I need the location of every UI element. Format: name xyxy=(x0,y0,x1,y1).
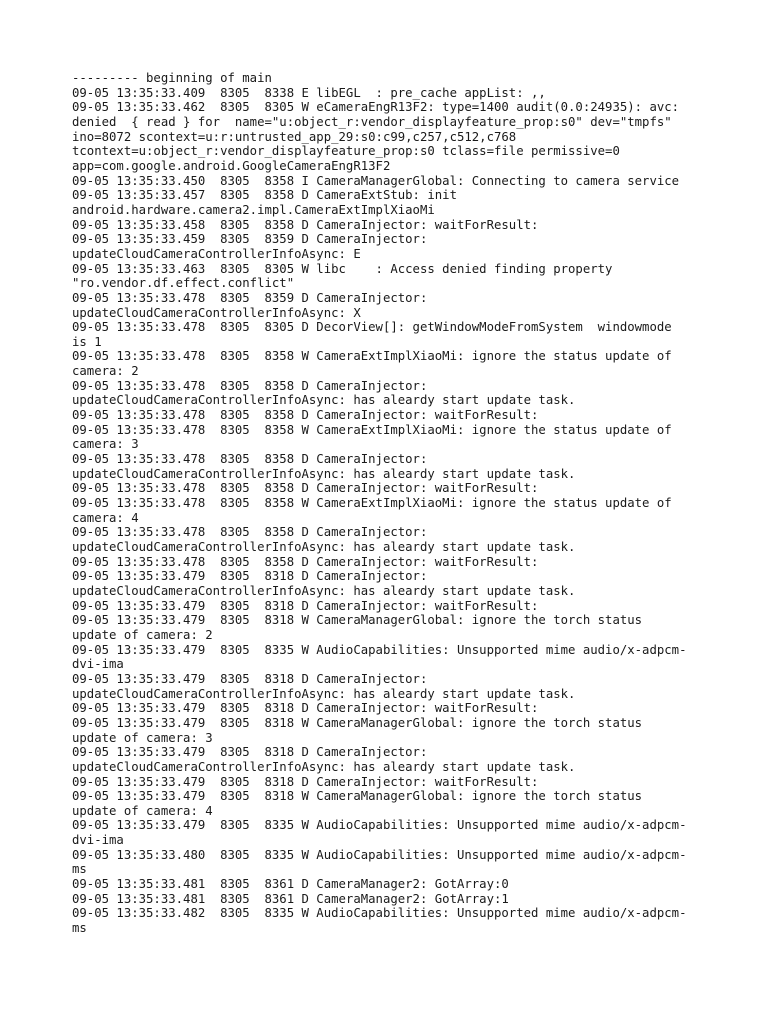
log-line: tcontext=u:object_r:vendor_displayfeature_prop:s0 tclass=file permissive=0 xyxy=(72,144,620,159)
log-line: 09-05 13:35:33.479 8305 8318 W CameraManagerGlobal: ignore the torch status xyxy=(72,613,643,628)
log-line: 09-05 13:35:33.481 8305 8361 D CameraManager2: GotArray:1 xyxy=(72,891,509,906)
log-line: 09-05 13:35:33.458 8305 8358 D CameraInjector: waitForResult: xyxy=(72,217,539,232)
log-line: --------- beginning of main xyxy=(72,71,272,85)
log-line: dvi-ima xyxy=(72,833,124,848)
log-line: 09-05 13:35:33.479 8305 8318 D CameraInjector: xyxy=(72,745,428,760)
log-line: android.hardware.camera2.impl.CameraExtImplXiaoMi xyxy=(72,202,435,217)
log-line: camera: 3 xyxy=(72,437,139,452)
log-line: update of camera: 4 xyxy=(72,803,213,818)
log-line: 09-05 13:35:33.462 8305 8305 W eCameraEngR13F2: type=1400 audit(0.0:24935): avc: xyxy=(72,100,680,115)
log-line: 09-05 13:35:33.478 8305 8359 D CameraInjector: xyxy=(72,290,428,305)
log-line: updateCloudCameraControllerInfoAsync: has aleardy start update task. xyxy=(72,540,576,554)
log-line: 09-05 13:35:33.482 8305 8335 W AudioCapabilities: Unsupported mime audio/x-adpcm- xyxy=(72,906,687,921)
log-line: 09-05 13:35:33.450 8305 8358 I CameraManagerGlobal: Connecting to camera service xyxy=(72,173,680,188)
log-line: 09-05 13:35:33.478 8305 8358 D CameraInjector: xyxy=(72,378,428,393)
log-line: updateCloudCameraControllerInfoAsync: has aleardy start update task. xyxy=(72,583,576,598)
log-line: update of camera: 2 xyxy=(72,627,213,642)
log-line: updateCloudCameraControllerInfoAsync: has aleardy start update task. xyxy=(72,393,576,408)
log-line: 09-05 13:35:33.457 8305 8358 D CameraExtStub: init xyxy=(72,188,457,203)
log-line: 09-05 13:35:33.478 8305 8358 W CameraExtImplXiaoMi: ignore the status update of xyxy=(72,422,672,437)
log-line: update of camera: 3 xyxy=(72,730,213,745)
log-line: ms xyxy=(72,921,87,936)
log-line: "ro.vendor.df.effect.conflict" xyxy=(72,276,295,291)
log-line: ino=8072 scontext=u:r:untrusted_app_29:s0:c99,c257,c512,c768 xyxy=(72,129,517,144)
log-line: 09-05 13:35:33.478 8305 8358 D CameraInjector: xyxy=(72,525,428,540)
log-line: updateCloudCameraControllerInfoAsync: X xyxy=(72,305,361,320)
log-line: 09-05 13:35:33.478 8305 8358 D CameraInjector: xyxy=(72,452,428,467)
log-line: 09-05 13:35:33.479 8305 8318 D CameraInjector: waitForResult: xyxy=(72,701,539,716)
log-line: 09-05 13:35:33.478 8305 8358 D CameraInjector: waitForResult: xyxy=(72,554,539,569)
log-line: denied { read } for name="u:object_r:vendor_displayfeature_prop:s0" dev="tmpfs" xyxy=(72,114,672,129)
log-line: updateCloudCameraControllerInfoAsync: has aleardy start update task. xyxy=(72,759,576,774)
log-line: camera: 2 xyxy=(72,364,139,379)
log-line: 09-05 13:35:33.479 8305 8318 D CameraInjector: xyxy=(72,569,428,584)
log-line: dvi-ima xyxy=(72,657,124,672)
log-line: 09-05 13:35:33.478 8305 8358 D CameraInjector: waitForResult: xyxy=(72,481,539,496)
log-line: 09-05 13:35:33.478 8305 8305 D DecorView[]: getWindowModeFromSystem windowmode xyxy=(72,320,672,335)
log-line: is 1 xyxy=(72,334,102,349)
log-line: 09-05 13:35:33.463 8305 8305 W libc : Access denied finding property xyxy=(72,261,613,276)
log-document xyxy=(72,71,712,936)
log-line: 09-05 13:35:33.481 8305 8361 D CameraManager2: GotArray:0 xyxy=(72,877,509,892)
log-line: 09-05 13:35:33.479 8305 8318 W CameraManagerGlobal: ignore the torch status xyxy=(72,715,643,730)
log-line: 09-05 13:35:33.480 8305 8335 W AudioCapabilities: Unsupported mime audio/x-adpcm- xyxy=(72,847,687,862)
log-line: 09-05 13:35:33.478 8305 8358 D CameraInjector: waitForResult: xyxy=(72,408,539,423)
log-line: 09-05 13:35:33.478 8305 8358 W CameraExtImplXiaoMi: ignore the status update of xyxy=(72,349,672,364)
log-line: 09-05 13:35:33.459 8305 8359 D CameraInjector: xyxy=(72,232,428,247)
log-line: 09-05 13:35:33.479 8305 8335 W AudioCapabilities: Unsupported mime audio/x-adpcm- xyxy=(72,642,687,657)
log-line: 09-05 13:35:33.479 8305 8318 W CameraManagerGlobal: ignore the torch status xyxy=(72,789,643,804)
log-line: 09-05 13:35:33.409 8305 8338 E libEGL : pre_cache appList: ,, xyxy=(72,85,546,100)
log-line: ms xyxy=(72,862,87,877)
log-line: app=com.google.android.GoogleCameraEngR13F2 xyxy=(72,158,391,173)
log-line: 09-05 13:35:33.479 8305 8318 D CameraInjector: xyxy=(72,671,428,686)
log-line: updateCloudCameraControllerInfoAsync: has aleardy start update task. xyxy=(72,466,576,481)
log-line: updateCloudCameraControllerInfoAsync: has aleardy start update task. xyxy=(72,686,576,701)
log-line: updateCloudCameraControllerInfoAsync: E xyxy=(72,246,361,261)
log-line: 09-05 13:35:33.479 8305 8335 W AudioCapabilities: Unsupported mime audio/x-adpcm- xyxy=(72,818,687,833)
log-line: camera: 4 xyxy=(72,510,139,525)
log-line: 09-05 13:35:33.479 8305 8318 D CameraInjector: waitForResult: xyxy=(72,774,539,789)
log-line: 09-05 13:35:33.479 8305 8318 D CameraInjector: waitForResult: xyxy=(72,598,539,613)
log-line: 09-05 13:35:33.478 8305 8358 W CameraExtImplXiaoMi: ignore the status update of xyxy=(72,496,672,511)
